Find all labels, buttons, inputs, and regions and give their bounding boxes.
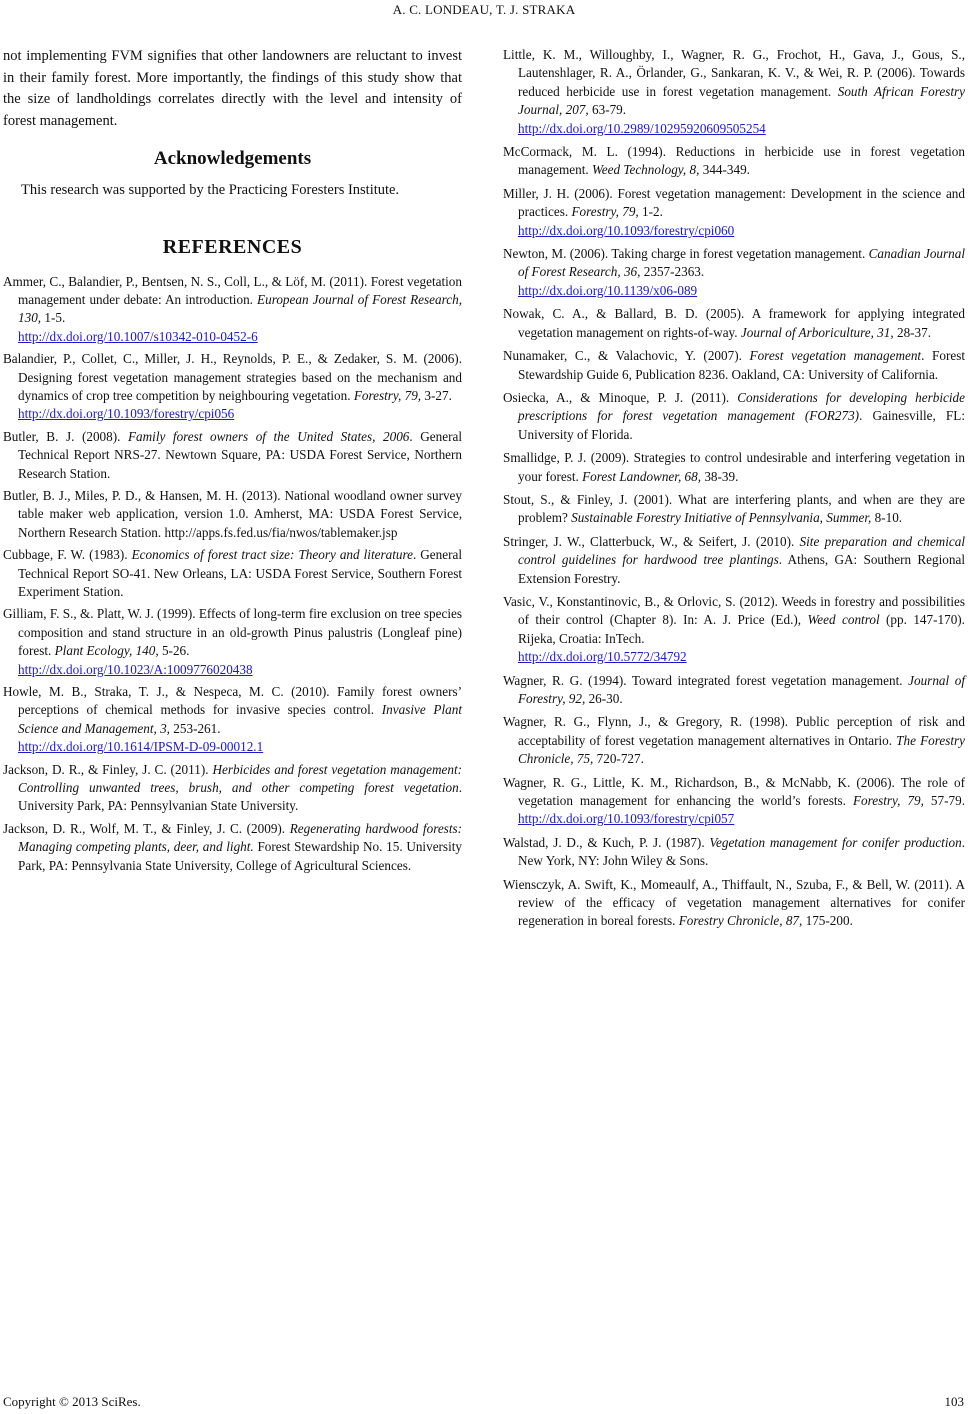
reference-source-title: Considerations for developing herbicide prescriptions for forest vegetation management (FOR273) — [518, 389, 965, 424]
reference-text: Butler, B. J., Miles, P. D., & Hansen, M. H. (2013). National woodland owner survey table maker web application, version 1.0. Amherst, MA: USDA Forest Service, Northern Research Station. http://apps.fs.fed.us/fia/nwos/tablemaker.jsp — [3, 487, 462, 540]
reference-entry — [503, 449, 965, 486]
reference-pages: Forest Stewardship No. 15. University Park, PA: Pennsylvania State University, College of Agricultural Sciences. — [18, 839, 462, 873]
doi-link[interactable]: http://dx.doi.org/10.2989/10295920609505254 — [518, 120, 766, 136]
reference-source-title: Family forest owners of the United States, 2006 — [127, 428, 410, 444]
left-column — [3, 46, 462, 879]
reference-entry — [3, 487, 462, 542]
reference-pages: 26-30. — [585, 691, 623, 706]
reference-text: Stringer, J. W., Clatterbuck, W., & Seifert, J. (2010). — [503, 533, 800, 549]
reference-pages: 28-37. — [893, 324, 932, 340]
doi-link[interactable]: http://dx.doi.org/10.5772/34792 — [518, 649, 687, 665]
reference-pages: (pp. 147-170). Rijeka, Croatia: InTech. — [518, 612, 965, 646]
doi-link[interactable]: http://dx.doi.org/10.1614/IPSM-D-09-00012.1 — [18, 739, 264, 755]
reference-text: Newton, M. (2006). Taking charge in forest vegetation management. — [503, 246, 869, 262]
reference-pages: 5-26. — [158, 643, 190, 659]
reference-entry — [503, 143, 965, 180]
reference-entry — [503, 185, 965, 240]
reference-source-title: Sustainable Forestry Initiative of Pennsylvania, Summer, — [571, 510, 872, 526]
reference-entry — [503, 491, 965, 528]
reference-entry — [3, 428, 462, 483]
references-list-right — [503, 46, 965, 931]
running-header: A. C. LONDEAU, T. J. STRAKA — [392, 2, 576, 17]
reference-entry — [503, 305, 965, 342]
reference-source-title: Forestry Chronicle, 87, — [678, 913, 803, 929]
reference-entry — [3, 605, 462, 679]
reference-text: Jackson, D. R., & Finley, J. C. (2011). — [3, 761, 213, 777]
reference-pages: 253-261. — [169, 720, 221, 736]
reference-text: Gilliam, F. S., &. Platt, W. J. (1999). Effects of long-term fire exclusion on tree species composition and stand structure in an old-growth Pinus palustris (Longleaf pine) forest. — [3, 606, 462, 659]
references-heading: REFERENCES — [162, 235, 303, 258]
reference-text: Butler, B. J. (2008). — [3, 428, 128, 444]
reference-text: Smallidge, P. J. (2009). Strategies to control undesirable and interfering vegetation in your forest. — [503, 450, 965, 484]
reference-text: Vasic, V., Konstantinovic, B., & Orlovic, S. (2012). Weeds in forestry and possibilities of their control (Chapter 8). In: A. J. Price (Ed.), — [503, 593, 965, 628]
reference-pages: . University Park, PA: Pennsylvanian State University. — [18, 780, 462, 814]
reference-source-title: The Forestry Chronicle, 75, — [518, 732, 965, 767]
reference-text: Wagner, R. G. (1994). Toward integrated forest vegetation management. — [503, 672, 909, 688]
reference-pages: 63-79. — [588, 102, 627, 118]
reference-pages: 720-727. — [593, 751, 644, 767]
doi-link[interactable]: http://dx.doi.org/10.1093/forestry/cpi057 — [518, 811, 735, 827]
reference-text: Wagner, R. G., Little, K. M., Richardson, B., & McNabb, K. (2006). The role of vegetation management for enhancing the world’s forests. — [503, 774, 965, 809]
reference-text: Wiensczyk, A. Swift, K., Momeaulf, A., Thiffault, N., Szuba, F., & Bell, W. (2011). A review of the efficacy of vegetation management alternatives for conifer regeneration in boreal forests. — [503, 876, 965, 929]
reference-source-title: Weed control — [807, 612, 880, 628]
reference-source-title: Economics of forest tract size: Theory and literature — [131, 547, 413, 563]
doi-link[interactable]: http://dx.doi.org/10.1093/forestry/cpi056 — [18, 406, 235, 422]
reference-text: Balandier, P., Collet, C., Miller, J. H., Reynolds, P. E., & Zedaker, S. M. (2006). Designing forest vegetation management strategies based on the mechanism and dynamics of crop tree competition by neighbouring vegetation. — [3, 351, 462, 403]
reference-source-title: Journal of Arboriculture, 31, — [740, 324, 894, 340]
reference-entry — [3, 820, 462, 875]
reference-entry — [3, 683, 462, 757]
reference-pages: . Gainesville, FL: University of Florida. — [518, 408, 965, 442]
reference-entry — [503, 46, 965, 138]
reference-source-title: Forestry, 79, — [353, 387, 422, 403]
reference-text: Wagner, R. G., Flynn, J., & Gregory, R. (1998). Public perception of risk and acceptability of forest vegetation management alternatives in Ontario. — [503, 714, 965, 748]
reference-entry — [503, 672, 965, 709]
reference-source-title: Vegetation management for conifer production — [709, 834, 962, 850]
copyright-notice: Copyright © 2013 SciRes. — [3, 1394, 141, 1409]
reference-source-title: Regenerating hardwood forests: Managing competing plants, deer, and light. — [18, 820, 463, 855]
reference-text: Miller, J. H. (2006). Forest vegetation management: Development in the science and practices. — [503, 185, 965, 220]
reference-source-title: Forest Landowner, 68, — [582, 468, 702, 484]
reference-pages: 57-79. — [923, 793, 965, 809]
reference-text: Walstad, J. D., & Kuch, P. J. (1987). — [503, 834, 710, 850]
reference-pages: . General Technical Report NRS-27. Newtown Square, PA: USDA Forest Service, Northern Research Station. — [18, 428, 463, 481]
reference-source-title: Site preparation and chemical control guidelines for hardwood tree plantings — [518, 533, 965, 568]
reference-entry — [503, 389, 965, 444]
reference-text: Jackson, D. R., Wolf, M. T., & Finley, J. C. (2009). — [3, 820, 290, 836]
doi-link[interactable]: http://dx.doi.org/10.1139/x06-089 — [518, 282, 698, 298]
reference-entry — [503, 876, 965, 931]
reference-source-title: Canadian Journal of Forest Research, 36, — [518, 246, 965, 280]
reference-text: Osiecka, A., & Minoque, P. J. (2011). — [503, 389, 738, 405]
reference-entry — [503, 533, 965, 588]
reference-entry — [503, 593, 965, 667]
reference-pages: . New York, NY: John Wiley & Sons. — [518, 834, 965, 869]
references-list-left — [3, 273, 462, 876]
reference-pages: . Athens, GA: Southern Regional Extension Forestry. — [518, 552, 965, 586]
reference-entry — [3, 350, 462, 424]
reference-pages: 175-200. — [802, 913, 853, 929]
reference-pages: 1-2. — [638, 204, 663, 220]
reference-entry — [503, 245, 965, 300]
acknowledgements-heading: Acknowledgements — [153, 148, 312, 169]
reference-entry — [503, 713, 965, 768]
doi-link[interactable]: http://dx.doi.org/10.1007/s10342-010-0452-6 — [18, 328, 258, 344]
reference-text: Howle, M. B., Straka, T. J., & Nespeca, M. C. (2010). Family forest owners’ perceptions of chemical methods for invasive species control. — [3, 684, 462, 718]
reference-entry — [503, 347, 965, 384]
page-number: 103 — [944, 1394, 964, 1409]
reference-source-title: Forestry, 79, — [571, 204, 639, 220]
reference-source-title: Plant Ecology, 140, — [54, 643, 159, 659]
reference-source-title: Invasive Plant Science and Management, 3, — [18, 702, 462, 736]
intro-paragraph: not implementing FVM signifies that other landowners are reluctant to invest in their family forest. More importantly, the findings of this study show that the size of landholdings correlates directly with the level and intensity of forest management. — [3, 48, 462, 129]
reference-text: Little, K. M., Willoughby, I., Wagner, R. G., Frochot, H., Gava, J., Gous, S., Lautenshlager, R. A., Örlander, G., Sankaran, K. V., & Wei, R. P. (2006). Towards reduced herbicide use in forest vegetation management. — [503, 47, 965, 99]
reference-source-title: Forestry, 79, — [852, 793, 924, 809]
acknowledgements-text: This research was supported by the Practicing Foresters Institute. — [21, 182, 400, 198]
reference-entry — [3, 546, 462, 601]
reference-pages: 3-27. — [421, 387, 452, 403]
reference-text: Cubbage, F. W. (1983). — [3, 547, 132, 563]
reference-text: Nunamaker, C., & Valachovic, Y. (2007). — [503, 348, 750, 364]
reference-source-title: Weed Technology, 8, — [591, 162, 700, 178]
reference-source-title: European Journal of Forest Research, 130, — [18, 291, 462, 326]
right-column — [503, 46, 965, 936]
reference-pages: 344-349. — [699, 162, 750, 178]
reference-text: Stout, S., & Finley, J. (2001). What are interfering plants, and when are they are problem? — [503, 491, 965, 526]
reference-source-title: Journal of Forestry, 92, — [518, 672, 965, 706]
reference-source-title: South African Forestry Journal, 207, — [518, 83, 965, 118]
reference-source-title: Herbicides and forest vegetation management: Controlling unwanted trees, brush, and other competing forest vegetation — [18, 761, 462, 796]
reference-pages: 8-10. — [871, 510, 903, 526]
reference-pages: . General Technical Report SO-41. New Orleans, LA: USDA Forest Service, Southern Forest Experiment Station. — [18, 547, 463, 599]
reference-entry — [3, 761, 462, 816]
reference-entry — [503, 834, 965, 871]
reference-text: McCormack, M. L. (1994). Reductions in herbicide use in forest vegetation management. — [503, 144, 965, 178]
reference-text: Nowak, C. A., & Ballard, B. D. (2005). A framework for applying integrated vegetation management on rights-of-way. — [503, 306, 965, 340]
reference-pages: 2357-2363. — [640, 264, 705, 280]
reference-pages: 1-5. — [41, 310, 66, 326]
reference-pages: . Forest Stewardship Guide 6, Publication 8236. Oakland, CA: University of California. — [518, 348, 965, 382]
doi-link[interactable]: http://dx.doi.org/10.1023/A:1009776020438 — [18, 661, 253, 677]
reference-source-title: Forest vegetation management — [749, 348, 922, 364]
reference-entry — [3, 273, 462, 347]
doi-link[interactable]: http://dx.doi.org/10.1093/forestry/cpi060 — [518, 222, 735, 238]
reference-pages: 38-39. — [701, 468, 739, 484]
reference-entry — [503, 774, 965, 829]
reference-text: Ammer, C., Balandier, P., Bentsen, N. S., Coll, L., & Löf, M. (2011). Forest vegetation management under debate: An introduction. — [3, 273, 462, 307]
